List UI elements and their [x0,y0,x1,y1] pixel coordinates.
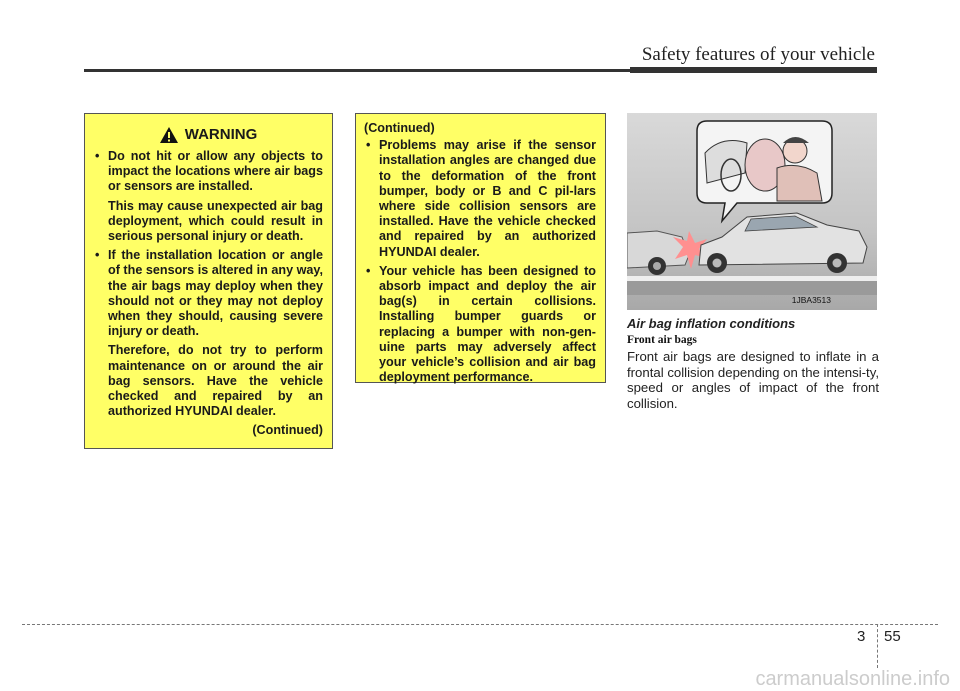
warning-heading-text: WARNING [184,126,258,144]
watermark: carmanualsonline.info [755,668,950,690]
continued-label: (Continued) [364,121,435,135]
illustration-code: 1JBA3513 [791,295,831,305]
section-heading: Air bag inflation conditions [627,316,796,331]
page-number: 55 [884,628,901,645]
warning-box [84,113,333,449]
collision-drawing [627,113,877,310]
chapter-number: 3 [857,628,866,645]
airbag-collision-illustration [627,113,877,310]
warning-paragraph: Therefore, do not try to perform maintenance on or around the air bag sensors. Have the vehicle checked and repaired by an authorized HYUNDAI dealer. [108,343,323,419]
footer-divider [877,624,878,668]
continued-warning-box [355,113,606,383]
warning-paragraph: This may cause unexpected air bag deployment, which could result in serious personal injury or death. [108,198,323,244]
section-body: Front air bags are designed to inflate in a frontal collision depending on the intensi-ty, speed or angles of impact of the front collision. [627,349,879,411]
warning-item: • Problems may arise if the sensor installation angles are changed due to the deformation of the front bumper, body or B and C pil-lars where side collision sensors are installed. Have the vehicle checked and repaired by an authorized HYUNDAI dealer. [364,138,596,260]
header-rule-accent [630,67,877,73]
warning-item: • Do not hit or allow any objects to impact the locations where air bags or sensors are installed. [93,149,323,195]
warning-triangle-icon [159,126,179,144]
continued-label: (Continued) [252,423,323,438]
warning-item: • If the installation location or angle of the sensors is altered in any way, the air bags may deploy when they should not or they may not deploy when they should, causing severe injury or death. [93,248,323,339]
section-subheading: Front air bags [627,334,697,346]
warning-heading [93,126,323,144]
header-title: Safety features of your vehicle [641,44,875,65]
footer-rule [22,624,938,625]
warning-item: • Your vehicle has been designed to absorb impact and deploy the air bag(s) in certain collisions. Installing bumper guards or replacing a bumper with non-gen-uine parts may adversely affect your vehicle’s collision and air bag deployment performance. [364,264,596,386]
